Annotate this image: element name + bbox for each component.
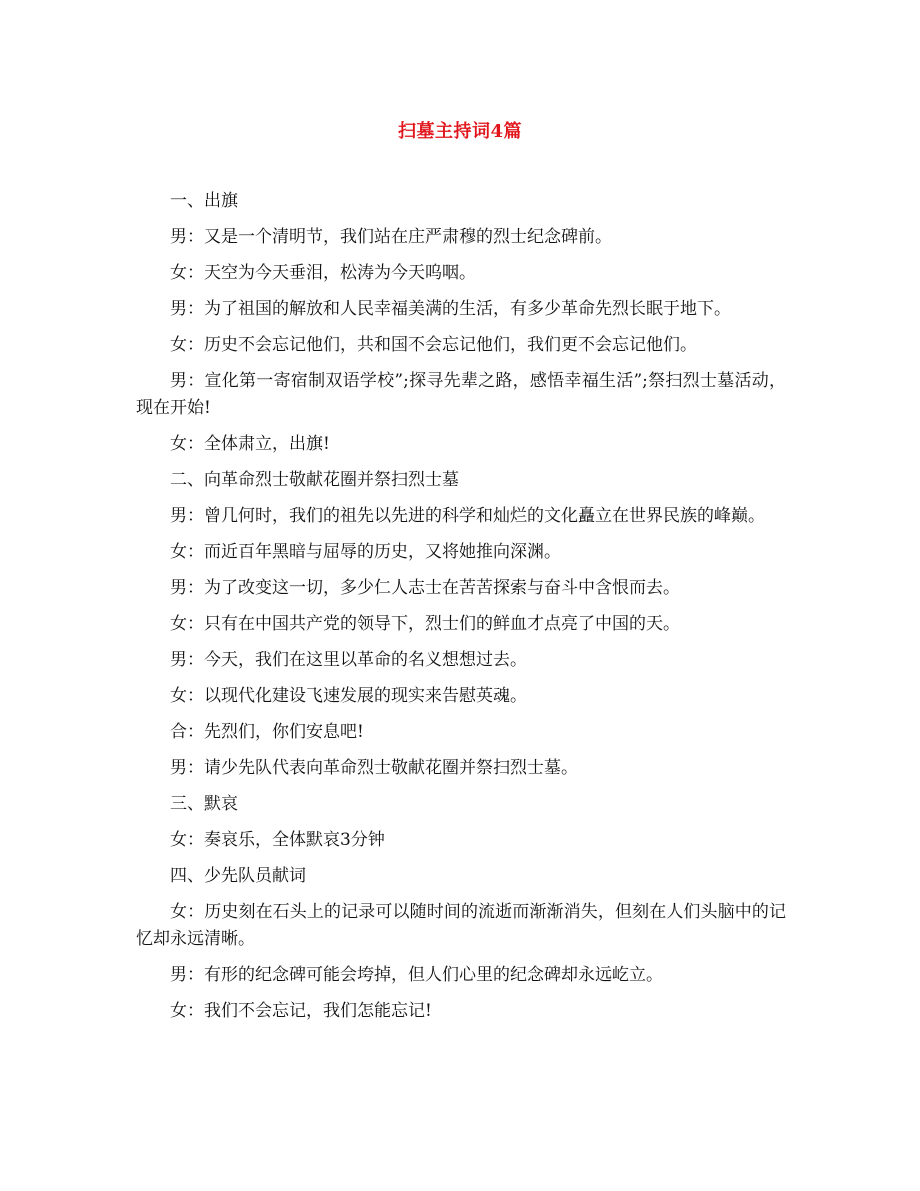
dialogue-line: 女：只有在中国共产党的领导下，烈士们的鲜血才点亮了中国的天。 (170, 614, 680, 634)
section-heading: 二、向革命烈士敬献花圈并祭扫烈士墓 (170, 470, 459, 490)
dialogue-line: 男：今天，我们在这里以革命的名义想想过去。 (170, 650, 527, 670)
dialogue-line: 男：又是一个清明节，我们站在庄严肃穆的烈士纪念碑前。 (170, 227, 612, 247)
dialogue-line: 男：为了改变这一切，多少仁人志士在苦苦探索与奋斗中含恨而去。 (170, 578, 680, 598)
dialogue-line: 男：宣化第一寄宿制双语学校”;探寻先辈之路，感悟幸福生活”;祭扫烈士墓活动，现在开始! (136, 371, 786, 418)
dialogue-line: 女：历史不会忘记他们，共和国不会忘记他们，我们更不会忘记他们。 (170, 335, 697, 355)
section-heading: 一、出旗 (170, 191, 238, 211)
dialogue-line: 女：以现代化建设飞速发展的现实来告慰英魂。 (170, 686, 527, 706)
dialogue-line: 女：天空为今天垂泪，松涛为今天呜咽。 (170, 263, 476, 283)
dialogue-line: 男：曾几何时，我们的祖先以先进的科学和灿烂的文化矗立在世界民族的峰巅。 (170, 506, 765, 526)
dialogue-line: 男：有形的纪念碑可能会垮掉，但人们心里的纪念碑却永远屹立。 (170, 965, 663, 985)
section-heading: 三、默哀 (170, 794, 238, 814)
dialogue-line: 女：我们不会忘记，我们怎能忘记! (170, 1001, 432, 1021)
document-body (136, 188, 786, 1034)
dialogue-line: 合：先烈们，你们安息吧! (170, 722, 364, 742)
dialogue-line: 男：请少先队代表向革命烈士敬献花圈并祭扫烈士墓。 (170, 758, 578, 778)
dialogue-line: 女：而近百年黑暗与屈辱的历史，又将她推向深渊。 (170, 542, 561, 562)
dialogue-line: 男：为了祖国的解放和人民幸福美满的生活，有多少革命先烈长眠于地下。 (170, 299, 731, 319)
section-heading: 四、少先队员献词 (170, 866, 306, 886)
dialogue-line: 女：历史刻在石头上的记录可以随时间的流逝而渐渐消失，但刻在人们头脑中的记忆却永远清晰。 (136, 902, 786, 949)
document-title: 扫墓主持词4篇 (397, 121, 523, 142)
dialogue-line: 女：奏哀乐，全体默哀3分钟 (170, 830, 385, 850)
dialogue-line: 女：全体肃立，出旗! (170, 434, 330, 454)
